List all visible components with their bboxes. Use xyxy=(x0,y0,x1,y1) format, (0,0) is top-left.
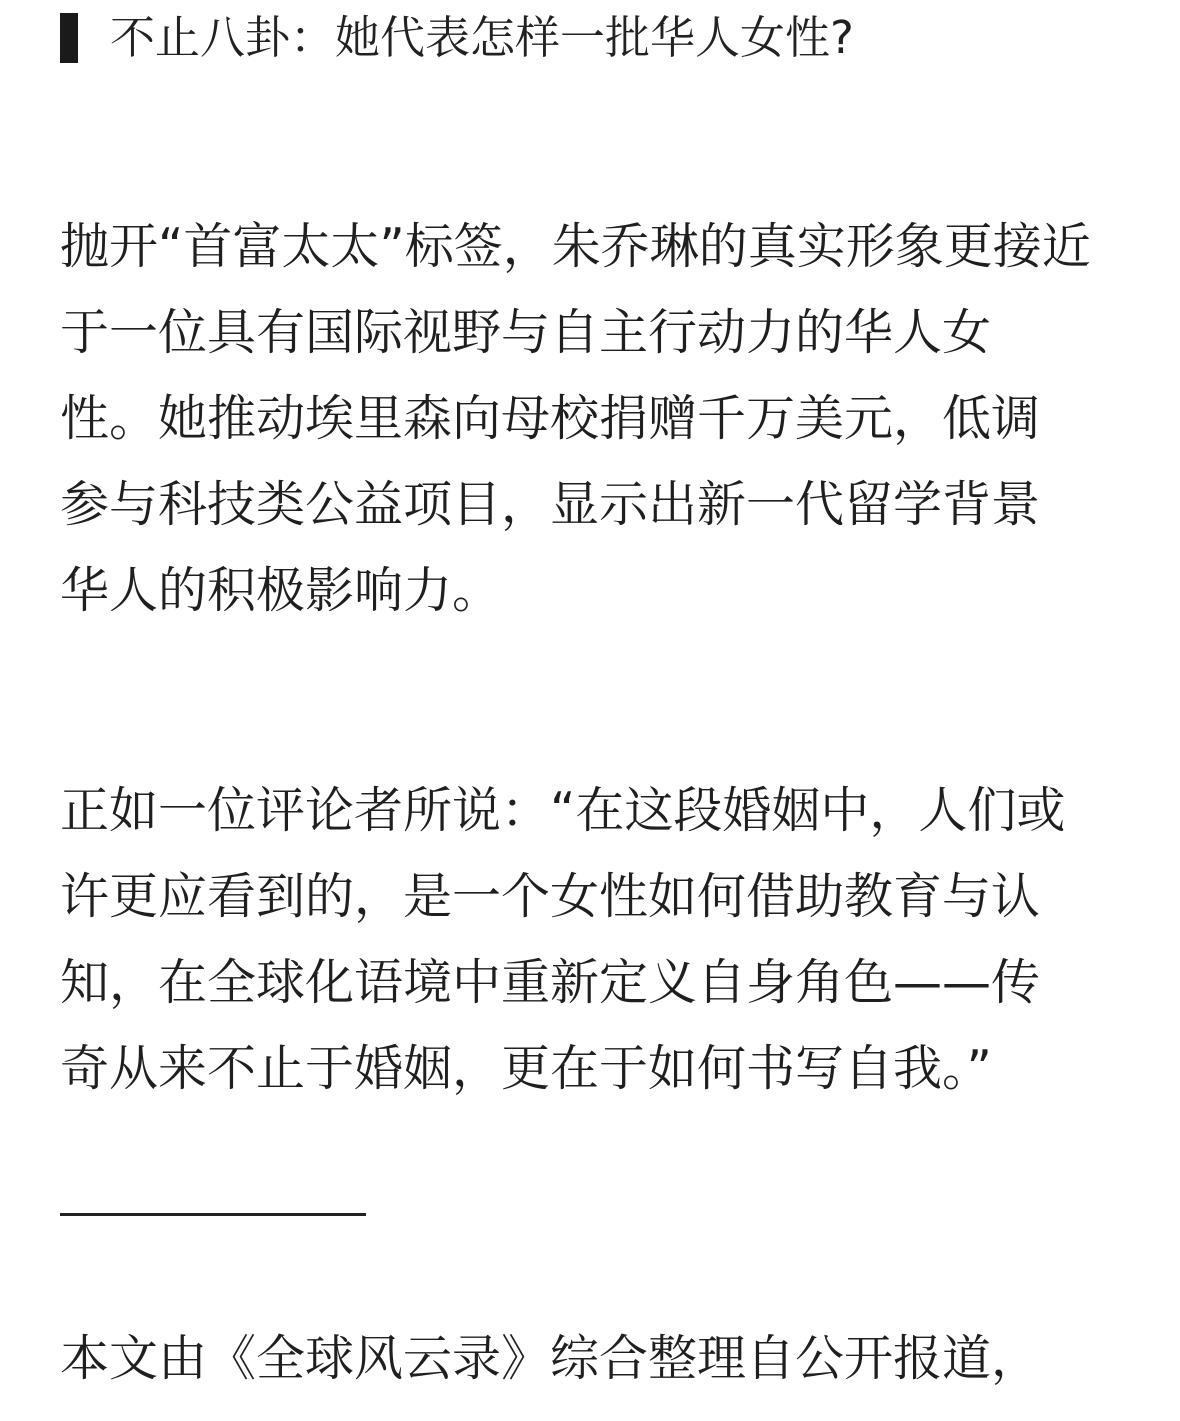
paragraph-line: 本文由《全球风云录》综合整理自公开报道， xyxy=(60,1330,1041,1387)
paragraph-source-note xyxy=(60,1316,1130,1402)
section-divider xyxy=(60,1213,366,1216)
paragraph-intro xyxy=(60,204,1130,634)
paragraph-line: 抛开“首富太太”标签，朱乔琳的真实形象更接近 xyxy=(60,218,1091,275)
paragraph-line: 奇从来不止于婚姻，更在于如何书写自我。” xyxy=(60,1040,992,1097)
paragraph-line: 华人的积极影响力。 xyxy=(60,562,502,619)
paragraph-line: 性。她推动埃里森向母校捐赠千万美元，低调 xyxy=(60,390,1041,447)
paragraph-quote xyxy=(60,768,1130,1112)
paragraph-line: 于一位具有国际视野与自主行动力的华人女 xyxy=(60,304,992,361)
paragraph-line: 许更应看到的，是一个女性如何借助教育与认 xyxy=(60,868,1041,925)
section-heading-text: 不止八卦：她代表怎样一批华人女性? xyxy=(110,11,854,64)
heading-marker-bar xyxy=(60,13,78,63)
paragraph-line: 正如一位评论者所说：“在这段婚姻中，人们或 xyxy=(60,782,1066,839)
paragraph-line: 知，在全球化语境中重新定义自身角色——传 xyxy=(60,954,1041,1011)
section-heading xyxy=(60,6,854,70)
paragraph-line: 参与科技类公益项目，显示出新一代留学背景 xyxy=(60,476,1041,533)
